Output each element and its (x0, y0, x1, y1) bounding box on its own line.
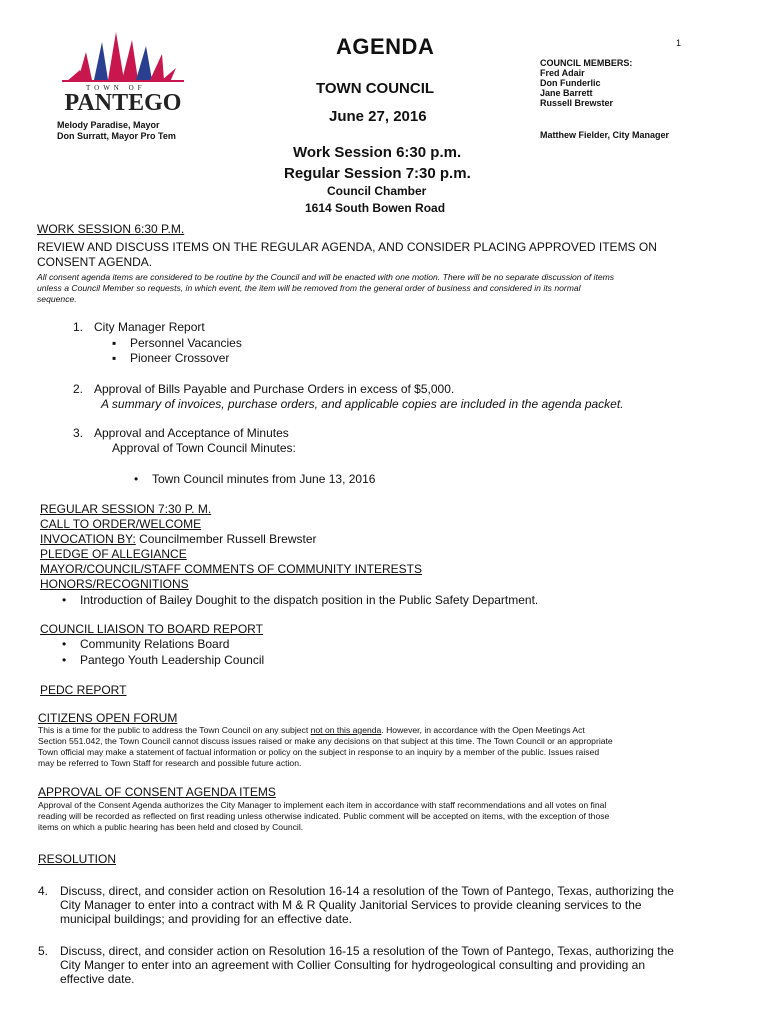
logo-name: PANTEGO (64, 90, 182, 116)
item-3: Approval and Acceptance of Minutes (94, 426, 289, 440)
consent-line: reading will be recorded as reflected on first reading unless otherwise indicated. Public comment will be accepted on items, with the exception of those (38, 811, 610, 821)
forum-line: This is a time for the public to address the Town Council on any subject not on this agenda. However, in accordance with the Open Meetings Act (38, 725, 585, 735)
item-5-line: Discuss, direct, and consider action on Resolution 16-15 a resolution of the Town of Pantego, Texas, authorizing the (60, 944, 674, 958)
consent-note-line: unless a Council Member so requests, in which event, the item will be removed from the general order of business and considered in its normal (37, 283, 581, 293)
pedc-heading: PEDC REPORT (40, 683, 127, 697)
consent-note-line: sequence. (37, 294, 77, 304)
honors-heading: HONORS/RECOGNITIONS (40, 577, 189, 591)
list-item: • Introduction of Bailey Doughit to the dispatch position in the Public Safety Department. (62, 593, 539, 607)
item-5-line: effective date. (60, 972, 135, 986)
resolution-heading: RESOLUTION (38, 852, 117, 866)
consent-heading: APPROVAL OF CONSENT AGENDA ITEMS (38, 785, 276, 799)
regular-session-heading: REGULAR SESSION 7:30 P. M. (40, 502, 212, 516)
meeting-address: 1614 South Bowen Road (305, 201, 446, 215)
city-manager: Matthew Fielder, City Manager (540, 130, 670, 140)
item-1-number: 1. (73, 320, 84, 334)
forum-text (38, 725, 728, 769)
mayor-block (57, 120, 176, 142)
member-name: Russell Brewster (540, 98, 614, 108)
work-session-time: Work Session 6:30 p.m. (293, 144, 462, 161)
item-3-number: 3. (73, 426, 84, 440)
forum-heading: CITIZENS OPEN FORUM (38, 711, 178, 725)
flower-logo-icon (58, 32, 188, 92)
page-number: 1 (676, 38, 682, 48)
page-title: AGENDA (336, 34, 435, 59)
work-session-heading: WORK SESSION 6:30 P.M. (37, 222, 185, 236)
item-4-line: Discuss, direct, and consider action on Resolution 16-14 a resolution of the Town of Pantego, Texas, authorizing the (60, 884, 674, 898)
item-2-note: A summary of invoices, purchase orders, and applicable copies are included in the agenda packet. (101, 397, 624, 411)
council-name: TOWN COUNCIL (316, 80, 435, 97)
liaison-heading: COUNCIL LIAISON TO BOARD REPORT (40, 622, 263, 636)
item-3-sub: Approval of Town Council Minutes: (112, 441, 296, 455)
comments-heading: MAYOR/COUNCIL/STAFF COMMENTS OF COMMUNITY INTERESTS (40, 562, 423, 576)
item-5-number: 5. (38, 944, 49, 958)
item-4-line: City Manager to enter into a contract with M & R Quality Janitorial Services to provide cleaning services to the (60, 898, 642, 912)
member-name: Fred Adair (540, 68, 585, 78)
invocation: INVOCATION BY: Councilmember Russell Brewster (40, 532, 317, 546)
council-members (540, 58, 632, 108)
pledge: PLEDGE OF ALLEGIANCE (40, 547, 187, 561)
list-item: ▪ Personnel Vacancies (112, 336, 242, 350)
consent-note (37, 272, 727, 305)
regular-session-time: Regular Session 7:30 p.m. (284, 165, 471, 182)
list-item: • Community Relations Board (62, 637, 230, 651)
call-to-order: CALL TO ORDER/WELCOME (40, 517, 202, 531)
review-line-2: CONSENT AGENDA. (37, 255, 153, 269)
consent-line: items on which a public hearing has been held and closed by Council. (38, 822, 304, 832)
consent-note-line: All consent agenda items are considered to be routine by the Council and will be enacted with one motion. There will be no separate discussion of items (37, 272, 615, 282)
item-2: Approval of Bills Payable and Purchase Orders in excess of $5,000. (94, 382, 455, 396)
item-4 (60, 884, 720, 926)
item-2-number: 2. (73, 382, 84, 396)
forum-line: may be referred to Town Staff for research and possible future action. (38, 758, 302, 768)
meeting-location: Council Chamber (327, 184, 427, 198)
members-heading: COUNCIL MEMBERS: (540, 58, 633, 68)
forum-line: Section 551.042, the Town Council cannot discuss issues raised or make any decisions on that subject at this time. The Town Council or an appropriate (38, 736, 613, 746)
member-name: Jane Barrett (540, 88, 593, 98)
consent-text (38, 800, 728, 833)
forum-line: Town official may make a statement of factual information or policy on the subject in response to an inquiry by a member of the public. Issues raised (38, 747, 600, 757)
list-item: • Town Council minutes from June 13, 2016 (134, 472, 376, 486)
item-5-line: City Manger to enter into an agreement with Collier Consulting for hydrogeological consulting and providing an (60, 958, 645, 972)
mayor-pro-tem: Don Surratt, Mayor Pro Tem (57, 131, 176, 141)
list-item: ▪ Pioneer Crossover (112, 351, 230, 365)
review-line-1: REVIEW AND DISCUSS ITEMS ON THE REGULAR AGENDA, AND CONSIDER PLACING APPROVED ITEMS ON (37, 240, 657, 254)
item-5 (60, 944, 720, 986)
logo-town-of: TOWN OF (86, 84, 146, 92)
list-item: • Pantego Youth Leadership Council (62, 653, 265, 667)
consent-line: Approval of the Consent Agenda authorizes the City Manager to implement each item in accordance with staff recommendations and all votes on final (38, 800, 607, 810)
town-logo (58, 32, 188, 116)
item-4-number: 4. (38, 884, 49, 898)
item-4-line: municipal buildings; and providing for an effective date. (60, 912, 352, 926)
member-name: Don Funderlic (540, 78, 601, 88)
meeting-date: June 27, 2016 (329, 108, 427, 125)
mayor: Melody Paradise, Mayor (57, 120, 160, 130)
item-1: City Manager Report (94, 320, 205, 334)
